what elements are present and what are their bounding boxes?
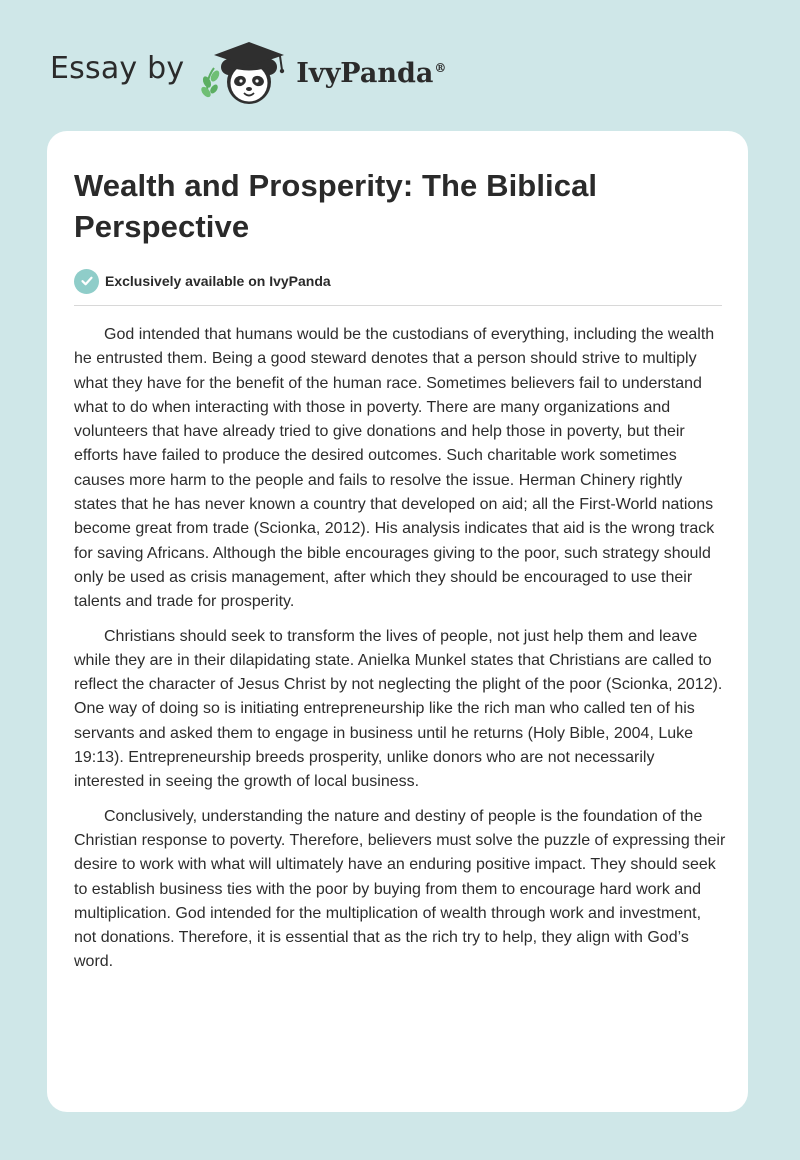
divider (74, 305, 722, 306)
exclusive-label: Exclusively available on IvyPanda (105, 273, 331, 289)
paragraph: God intended that humans would be the custodians of everything, including the wealth he entrusted them. Being a good steward denotes that a person should strive to multiply what they have for the benefit of the human race. Sometimes believers fail to understand what to do when interacting with those in poverty. There are many organizations and volunteers that have already tried to give donations and help those in poverty, but their efforts have failed to produce the desired outcomes. Such charitable work sometimes causes more harm to the people and fails to resolve the issue. Herman Chinery rightly states that he has never known a country that developed on aid; all the First-World nations become great from trade (Scionka, 2012). His analysis indicates that aid is the wrong track for saving Africans. Although the bible encourages giving to the poor, such strategy should only be used as crisis management, after which they should be encouraged to use their talents and trade for prosperity. (74, 326, 715, 611)
brand-name-text: IvyPanda (296, 57, 434, 89)
site-header (50, 36, 446, 108)
panda-graduate-icon[interactable] (198, 36, 294, 108)
essay-by-label: Essay by (50, 50, 185, 86)
essay-title: Wealth and Prosperity: The Biblical Perspective (74, 168, 598, 244)
essay-body (74, 323, 726, 975)
exclusive-badge (74, 268, 722, 294)
check-circle-icon (74, 269, 99, 294)
essay-card (47, 131, 748, 1112)
paragraph: Conclusively, understanding the nature and destiny of people is the foundation of the Christian response to poverty. Therefore, believers must solve the puzzle of expressing their desire to work with what will ultimately have an enduring positive impact. They should seek to establish business ties with the poor by buying from them to encourage hard work and multiplication. God intended for the multiplication of wealth through work and investment, not donations. Therefore, it is essential that as the rich try to help, they align with God’s word. (74, 807, 726, 971)
brand-name[interactable] (296, 58, 446, 89)
registered-mark: ® (434, 60, 447, 75)
paragraph: Christians should seek to transform the lives of people, not just help them and leave while they are in their dilapidating state. Anielka Munkel states that Christians are called to reflect the character of Jesus Christ by not neglecting the plight of the poor (Scionka, 2012). One way of doing so is initiating entrepreneurship like the rich man who called ten of his servants and asked them to engage in business until he returns (Holy Bible, 2004, Luke 19:13). Entrepreneurship breeds prosperity, unlike donors who are not necessarily interested in seeing the growth of local business. (74, 627, 723, 791)
